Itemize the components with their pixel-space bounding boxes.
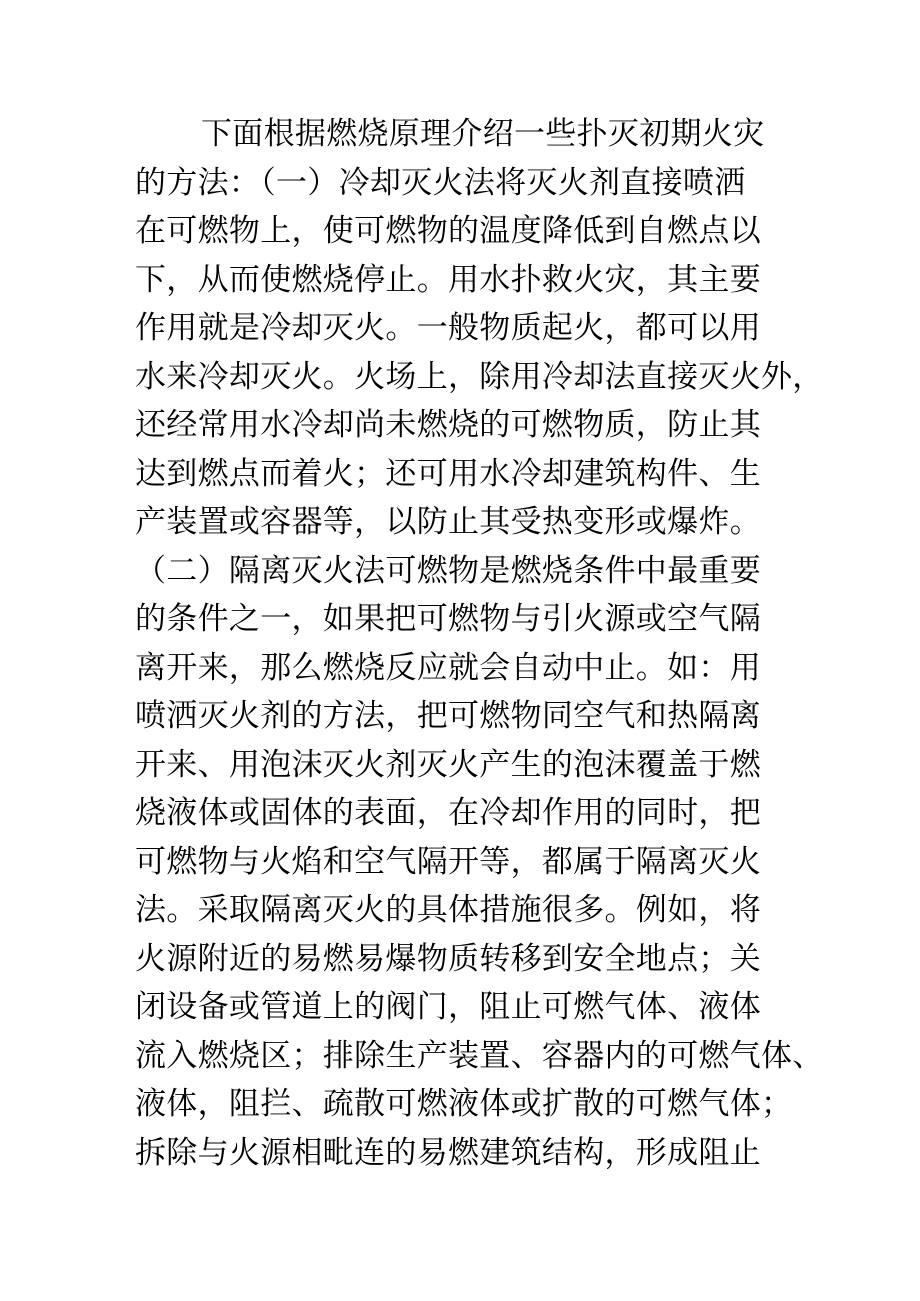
text-line: 还经常用水冷却尚未燃烧的可燃物质，防止其 xyxy=(135,407,761,443)
text-line: 法。采取隔离灭火的具体措施很多。例如，将 xyxy=(135,892,761,928)
text-line: 喷洒灭火剂的方法，把可燃物同空气和热隔离 xyxy=(135,698,761,734)
text-line: 离开来，那么燃烧反应就会自动中止。如：用 xyxy=(135,649,761,686)
text-line: 的条件之一，如果把可燃物与引火源或空气隔 xyxy=(135,601,761,637)
text-line: 下，从而使燃烧停止。用水扑救火灾，其主要 xyxy=(135,261,761,298)
body-paragraph xyxy=(135,110,824,1177)
text-line: （二）隔离灭火法可燃物是燃烧条件中最重要 xyxy=(135,552,761,589)
text-line: 火源附近的易燃易爆物质转移到安全地点；关 xyxy=(135,940,761,977)
text-line: 液体，阻拦、疏散可燃液体或扩散的可燃气体； xyxy=(135,1086,793,1122)
text-line: 的方法：（一）冷却灭火法将灭火剂直接喷洒 xyxy=(135,164,746,201)
text-line: 在可燃物上，使可燃物的温度降低到自燃点以 xyxy=(135,213,761,249)
text-line: 作用就是冷却灭火。一般物质起火，都可以用 xyxy=(135,310,761,346)
text-line: 达到燃点而着火；还可用水冷却建筑构件、生 xyxy=(135,455,761,492)
text-line: 产装置或容器等，以防止其受热变形或爆炸。 xyxy=(135,504,761,540)
text-line: 开来、用泡沫灭火剂灭火产生的泡沫覆盖于燃 xyxy=(135,746,761,783)
text-line: 烧液体或固体的表面，在冷却作用的同时，把 xyxy=(135,795,761,831)
text-line: 可燃物与火焰和空气隔开等，都属于隔离灭火 xyxy=(135,843,761,880)
text-line: 拆除与火源相毗连的易燃建筑结构，形成阻止 xyxy=(135,1134,761,1171)
text-line: 下面根据燃烧原理介绍一些扑灭初期火灾 xyxy=(201,116,765,152)
text-line: 水来冷却灭火。火场上，除用冷却法直接灭火外， xyxy=(135,358,824,395)
text-line: 闭设备或管道上的阀门，阻止可燃气体、液体 xyxy=(135,989,761,1025)
text-line: 流入燃烧区；排除生产装置、容器内的可燃气体、 xyxy=(135,1037,824,1074)
